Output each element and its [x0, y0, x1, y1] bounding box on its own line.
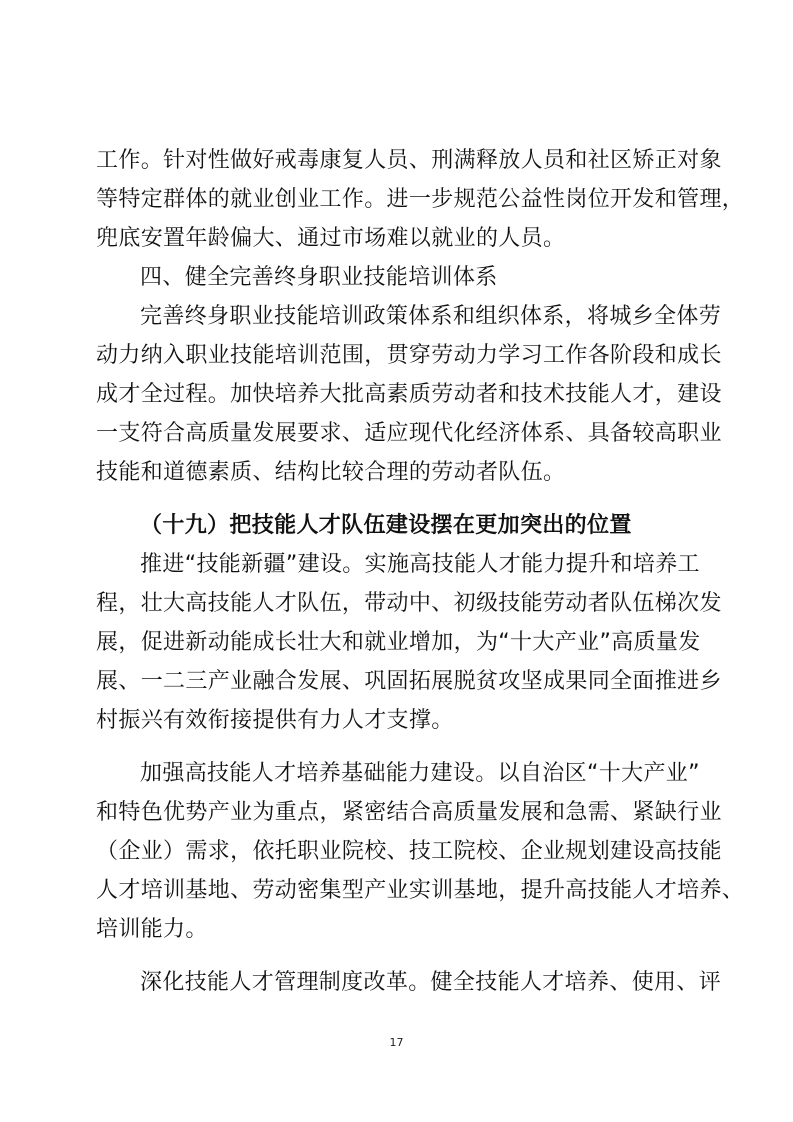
paragraph-line: （企业）需求，依托职业院校、技工院校、企业规划建设高技能 [96, 839, 722, 864]
paragraph-line: 等特定群体的就业创业工作。进一步规范公益性岗位开发和管理， [96, 187, 745, 212]
paragraph-line: 完善终身职业技能培训政策体系和组织体系，将城乡全体劳 [140, 304, 722, 329]
paragraph-line: 工作。针对性做好戒毒康复人员、刑满释放人员和社区矫正对象 [96, 148, 722, 173]
paragraph-line: 加强高技能人才培养基础能力建设。以自治区“十大产业” [140, 761, 700, 786]
subsection-heading: （十九）把技能人才队伍建设摆在更加突出的位置 [140, 513, 632, 538]
paragraph-line: 一支符合高质量发展要求、适应现代化经济体系、具备较高职业 [96, 421, 722, 446]
paragraph-line: 村振兴有效衔接提供有力人才支撑。 [96, 708, 454, 733]
paragraph-line: 人才培训基地、劳动密集型产业实训基地，提升高技能人才培养、 [96, 878, 745, 903]
paragraph-line: 兜底安置年龄偏大、通过市场难以就业的人员。 [96, 226, 566, 251]
paragraph-line: 培训能力。 [96, 917, 208, 942]
paragraph-line: 推进“技能新疆”建设。实施高技能人才能力提升和培养工 [140, 552, 700, 577]
paragraph-line: 和特色优势产业为重点，紧密结合高质量发展和急需、紧缺行业 [96, 800, 722, 825]
paragraph-line: 技能和道德素质、结构比较合理的劳动者队伍。 [96, 460, 566, 485]
paragraph-line: 展、一二三产业融合发展、巩固拓展脱贫攻坚成果同全面推进乡 [96, 669, 722, 694]
paragraph-line: 动力纳入职业技能培训范围，贯穿劳动力学习工作各阶段和成长 [96, 343, 722, 368]
section-heading: 四、健全完善终身职业技能培训体系 [140, 265, 498, 290]
paragraph-line: 展，促进新动能成长壮大和就业增加，为“十大产业”高质量发 [96, 630, 701, 655]
paragraph-line: 深化技能人才管理制度改革。健全技能人才培养、使用、评 [140, 970, 722, 995]
paragraph-line: 成才全过程。加快培养大批高素质劳动者和技术技能人才，建设 [96, 382, 722, 407]
page-number: 17 [389, 1036, 404, 1049]
paragraph-line: 程，壮大高技能人才队伍，带动中、初级技能劳动者队伍梯次发 [96, 591, 722, 616]
